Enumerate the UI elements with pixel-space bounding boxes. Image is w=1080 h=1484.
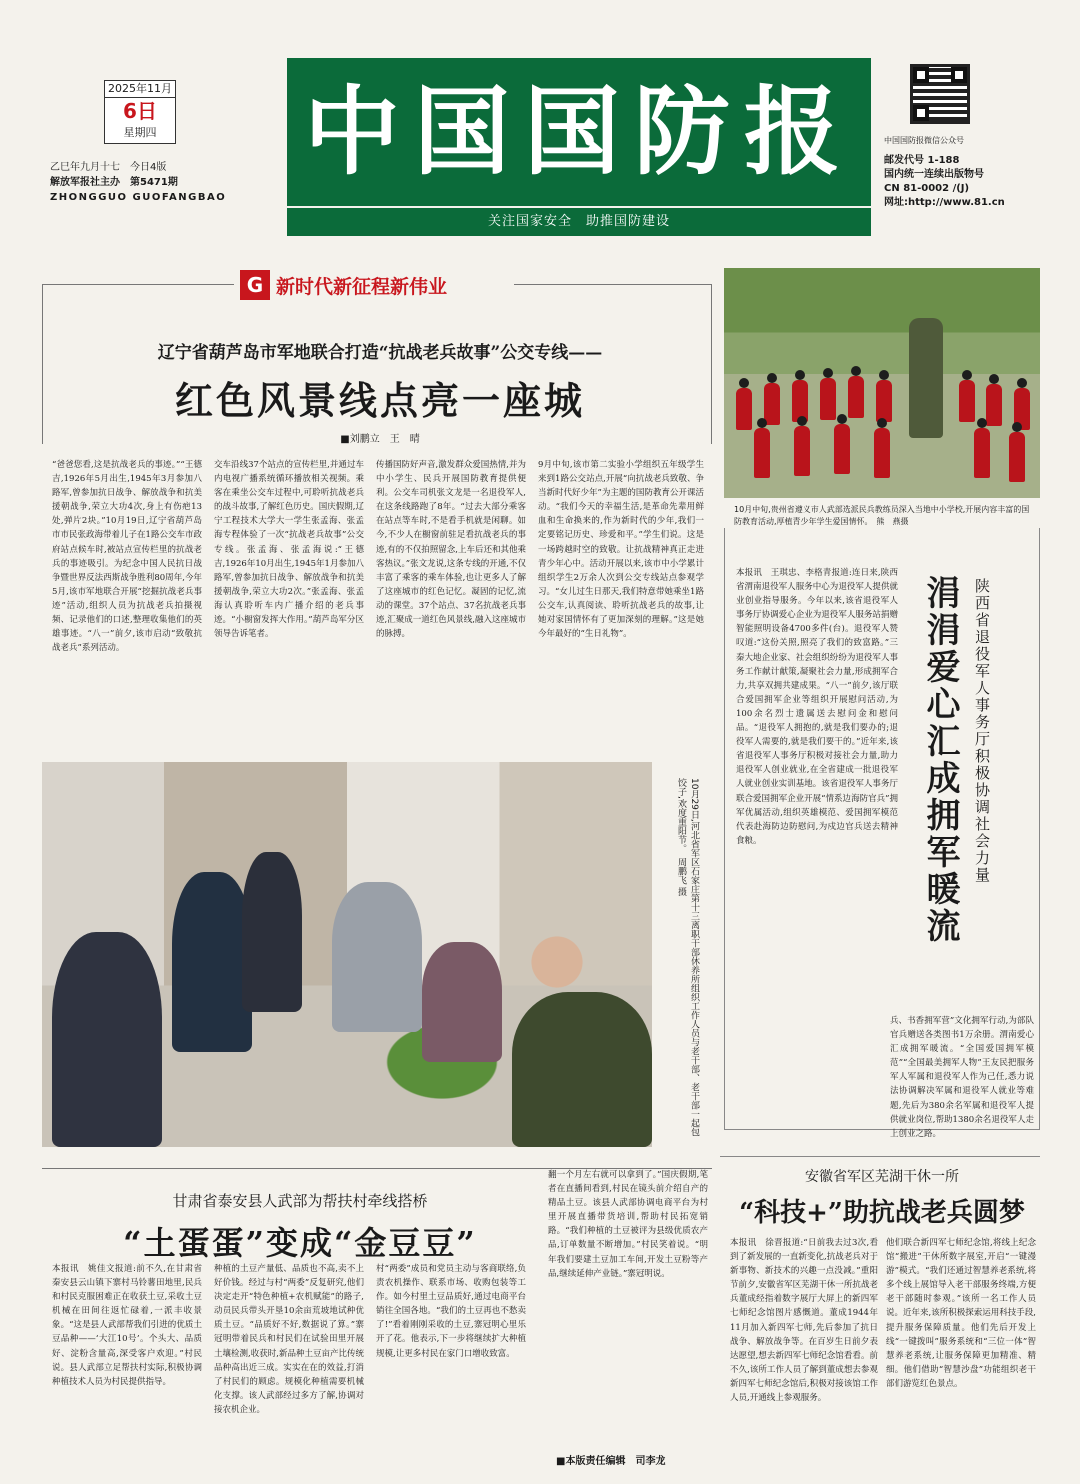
dumpling-photo-caption: 10月29日,河北省军区石家庄第十三离职干部休养所组织工作人员与老干部、老干部一起包饺子,欢度重阳节。 周鹏飞 摄 [676, 778, 699, 1137]
lunar-date: 乙巳年九月十七 今日4版 [50, 162, 167, 173]
potato-story-col-3: 村“两委”成员和党员主动与客商联络,负责农机操作、联系市场、收购包装等工作。如今村里土豆品质好,通过电商平台销往全国各地。“我们的土豆再也不愁卖了!”看着刚刚采收的土豆,寨冠明心里乐开了花。他表示,下一步将继续扩大种植规模,让更多村民在家门口增收致富。 [376, 1264, 526, 1359]
feature-col-2: 交车沿线37个站点的宣传栏里,并通过车内电视广播系统循环播放相关视频。乘客在乘坐公交车过程中,可聆听抗战老兵的战斗故事,了解红色历史。国庆假期,辽宁工程技术大学大一学生张孟海、张孟海专程体验了一次“抗战老兵故事”公交专线。张孟海、张孟海说:“王德吉,1926年10月出生,1945年1月参加八路军,曾参加抗日战争、解放战争和抗美援朝战争,荣立大功2次。”张孟海、张孟海认真聆听车内广播介绍的老兵事迹。“小橱窗发挥大作用。”葫芦岛军分区领导告诉笔者。 [214, 460, 364, 640]
tech-story-kicker: 安徽省军区芜湖干休一所 [805, 1169, 959, 1185]
veteran-story-col-2: 兵、书香拥军营”文化拥军行动,为部队官兵赠送各类图书1万余册。渭南爱心汇成拥军暖流。“全国爱国拥军模范”“全国最美拥军人物”王友民把服务军人军属和退役军人作为己任,悉力说法协调解决军属和退役军人就业等难题,先后为380余名军属和退役军人提供就业岗位,帮助1380余名退役军人走上创业之路。 [890, 1016, 1034, 1139]
publisher-line: 解放军报社主办 第5471期 [50, 177, 178, 188]
feature-headline[interactable]: 红色风景线点亮一座城 [174, 378, 585, 423]
feature-col-4: 9月中旬,该市第二实验小学组织五年级学生来到1路公交站点,开展“向抗战老兵致敬、争当新时代好少年”为主题的国防教育公开课活动。“我们今天的幸福生活,是革命先辈用鲜血和生命换来的,作为新时代的少年,我们一定要铭记历史、珍爱和平。”学生们说。这是一场跨越时空的致敬。让抗战精神真正走进青少年心中。活动开展以来,该市中小学累计组织学生2万余人次到公交专线站点参观学习。“女儿过生日那天,我们特意带她乘坐1路公交车,认真阅读、聆听抗战老兵的故事,让她对家国情怀有了更加深刻的理解。”这是她今年最好的“生日礼物”。 [538, 460, 704, 640]
school-drill-caption: 10月中旬,贵州省遵义市人武部选派民兵教练员深入当地中小学校,开展内容丰富的国防教育活动,厚植青少年学生爱国情怀。 熊 燕摄 [734, 505, 1030, 526]
potato-story-kicker: 甘肃省泰安县人武部为帮扶村牵线搭桥 [172, 1192, 428, 1210]
wechat-label: 中国国防报微信公众号 [884, 136, 964, 145]
tech-story-col-1: 本报讯 徐晋报道:“日前我去过3次,看到了新发展的一直新变化,抗战老兵对于新事物、新技术的兴趣一点没减。”重阳节前夕,安徽省军区芜湖干休一所抗战老兵董成经指着数字展厅大屏上的新四军七师纪念馆图片感慨道。董成1944年11月加入新四军七师,先后参加了抗日战争、解放战争等。在百岁生日前夕表达愿望,想去新四军七师纪念馆看看。前不久,该所工作人员了解到董成想去参观新四军七师纪念馆后,积极对接该馆工作人员,开通线上参观服务。 [730, 1238, 878, 1404]
column-banner [234, 270, 514, 300]
publication-info [884, 134, 1064, 210]
date-year-month: 2025年11月 [105, 81, 175, 98]
postal-code: 邮发代号 1-188 [884, 155, 960, 166]
qr-code-icon[interactable] [910, 64, 970, 124]
school-drill-photo[interactable] [724, 268, 1040, 498]
potato-story-headline[interactable]: “土蛋蛋”变成“金豆豆” [123, 1224, 477, 1262]
veteran-story-headline[interactable]: 涓涓爱心汇成拥军暖流 [920, 575, 960, 945]
person-figure [332, 882, 422, 1032]
cn-number: CN 81-0002 /(J) [884, 183, 970, 194]
website-link[interactable]: 网址:http://www.81.cn [884, 197, 1005, 208]
date-box [104, 80, 176, 144]
feature-kicker: 辽宁省葫芦岛市军地联合打造“抗战老兵故事”公交专线—— [157, 343, 603, 363]
feature-byline: ■刘鹏立 王 晴 [340, 434, 420, 445]
person-figure [422, 942, 502, 1062]
newspaper-logo [287, 58, 871, 206]
tech-story-col-2: 他们联合新四军七师纪念馆,将线上纪念馆“搬进”干休所数字展室,开启“一键漫游”模式。“我们还通过智慧养老系统,将多个线上展馆导入老干部服务终端,方便老干部随时参观。”该所一名工作人员说。近年来,该所积极探索运用科技手段,提升服务保障质量。他们先后开发上线“一键拨叫”服务系统和“三位一体”智慧养老系统,让服务保障更加精准、精细。他们借助“智慧沙盘”功能组织老干部们游览红色景点。 [886, 1238, 1036, 1389]
tech-story-headline[interactable]: “科技+”助抗战老兵圆梦 [739, 1198, 1025, 1228]
potato-story-col-2: 种植的土豆产量低、品质也不高,卖不上好价钱。经过与村“两委”反复研究,他们决定走开“特色种植+农机赋能”的路子,动员民兵带头开垦10余亩荒坡地试种优质土豆。“品质好不好,数据说了算。”寨冠明带着民兵和村民们在试验田里开展土壤检测,收获时,新品种土豆亩产比传统品种高出近三成。实实在在的效益,打消了村民们的顾虑。规模化种植需要机械化支撑。该人武部经过多方了解,协调对接农机企业。 [214, 1264, 364, 1415]
feature-col-1: “爸爸您看,这是抗战老兵的事迹。”“王德吉,1926年5月出生,1945年3月参加八路军,曾参加抗日战争、解放战争和抗美援朝战争,荣立大功4次,身上有伤疤13处,弹片2块。”10月19日,辽宁省葫芦岛市市民张政海带着儿子在1路公交车市政府站点候车时,被站点宣传栏里的抗战老兵的事迹吸引。为纪念中国人民抗日战争暨世界反法西斯战争胜利80周年,今年5月,该市军地联合开展“挖掘抗战老兵事迹”活动,组织人员为抗战老兵拍摄视频、记录他们的口述,整理收集他们的英雄事迹。“八一”前夕,该市启动“致敬抗战老兵”系列活动。 [52, 460, 202, 654]
instructor-figure [909, 318, 943, 438]
column-title: 新时代新征程新伟业 [276, 275, 448, 298]
veteran-story-subhead: 陕西省退役军人事务厅积极协调社会力量 [973, 578, 991, 884]
dumpling-photo[interactable] [42, 762, 652, 1147]
potato-story-col-4: 翻一个月左右就可以拿到了。”国庆假期,笔者在直播间看到,村民在镜头前介绍自产的精品土豆。该县人武部协调电商平台为村里开展直播带货培训,帮助村民拓宽销路。“我们种植的土豆被评为县级优质农产品,订单数量不断增加。”村民笑着说。“明年我们要建土豆加工车间,开发土豆粉等产品,继续延伸产业链。”寨冠明说。 [548, 1170, 708, 1279]
date-weekday: 星期四 [123, 126, 157, 139]
feature-col-3: 传播国防好声音,激发群众爱国热情,并为中小学生、民兵开展国防教育提供便利。公交车司机张文龙是一名退役军人,在这条线路跑了8年。“过去大部分乘客在站点等车时,不是看手机就是闲聊。如今,不少人在橱窗前驻足看抗战老兵的事迹,有的不仅拍照留念,上车后还和其他乘客热议。”张文龙说,这条专线的开通,不仅丰富了乘客的乘车体验,也让更多人了解了这座城市的红色记忆。凝固的记忆,流动的课堂。37个站点、37名抗战老兵事迹,汇聚成一道红色风景线,融入这座城市的脉搏。 [376, 460, 527, 640]
person-figure [242, 852, 302, 1012]
column-logo-icon: G [240, 270, 270, 300]
soldier-figure [512, 992, 652, 1147]
issn-label: 国内统一连续出版物号 [884, 169, 984, 180]
date-day: 6日 [123, 99, 157, 123]
person-figure [52, 932, 162, 1147]
slogan: 关注国家安全 助推国防建设 [287, 208, 871, 236]
potato-story-col-1: 本报讯 姚佳文报道:前不久,在甘肃省秦安县云山镇下寨村马铃薯田地里,民兵和村民克服困难正在收获土豆,采收土豆机械在田间往返忙碌着,一派丰收景象。“这是县人武部帮我们引进的优质土豆品种——‘大江10号’。个头大、品质好、淀粉含量高,深受客户欢迎。”村民说。县人武部立足帮扶村实际,积极协调种植技术人员为村民提供指导。 [52, 1264, 202, 1387]
page-editor: ■本版责任编辑 司李龙 [556, 1456, 666, 1467]
issue-info [50, 160, 280, 205]
divider [720, 1156, 1040, 1157]
veteran-story-col-1: 本报讯 王琪忠、李格青报道:连日来,陕西省渭南退役军人服务中心为退役军人提供就业创业指导服务。今年以来,该省退役军人事务厅协调爱心企业为退役军人服务站捐赠智能照明设备4700多件(台)。退役军人赞叹道:“这份关照,照亮了我们的致富路。”三秦大地企业家、社会组织纷纷为退役军人事务工作献计献策,凝聚社会力量,形成拥军合力,共享双拥共建成果。“八一”前夕,该厅联合爱国拥军企业等组织开展慰问活动,为100余名烈士遗属送去慰问金和慰问品。“退役军人拥抱的,就是我们要办的;退役军人需要的,就是我们要干的。”近年来,该省退役军人事务厅积极对接社会力量,助力退役军人创业就业,在全省建成一批退役军人就业创业实训基地。该省退役军人事务厅联合爱国拥军企业开展“情系边海防官兵”拥军优属活动,组织英雄模范、爱国拥军模范代表赴海防边防慰问,为戍边官兵送去精神食粮。 [736, 568, 898, 846]
pinyin-title: ZHONGGUO GUOFANGBAO [50, 192, 227, 203]
newspaper-title: 中国国防报 [304, 75, 854, 188]
person-figure [172, 872, 252, 1052]
